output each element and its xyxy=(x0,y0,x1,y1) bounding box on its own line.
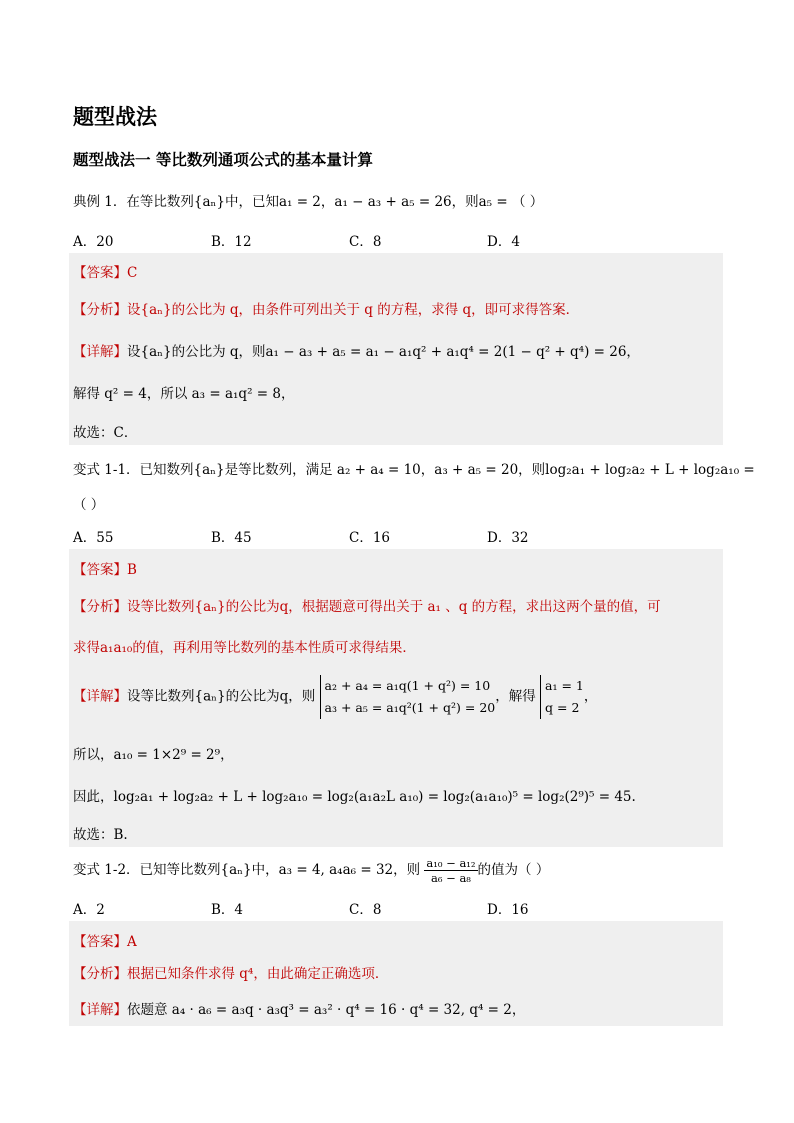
stem-text-post: 的值为（ ） xyxy=(477,862,550,878)
option-c: C．16 xyxy=(349,530,391,546)
option-b: B．45 xyxy=(211,530,252,546)
question-2-stem: 变式 1-1．已知数列{aₙ}是等比数列，满足 a₂ + a₄ = 10，a₃ + a₅ = 20，则log₂a₁ + log₂a₂ + L + log₂a₁₀ = xyxy=(73,462,755,478)
answer-tag: 【答案】 xyxy=(73,934,127,950)
question-3-stem xyxy=(73,856,549,885)
detail-text-mid: ，解得 xyxy=(495,688,536,705)
answer-line xyxy=(73,930,137,950)
option-d: D．16 xyxy=(487,902,529,918)
solution-system xyxy=(540,675,584,719)
detail-text: 设{aₙ}的公比为 q，则a₁ − a₃ + a₅ = a₁ − a₁q² + a₁q⁴ = 2(1 − q² + q⁴) = 26， xyxy=(127,344,640,360)
detail-line-2: 解得 q² = 4，所以 a₃ = a₁q² = 8， xyxy=(73,386,295,402)
fraction-numerator: a₁₀ − a₁₂ xyxy=(426,856,476,870)
answer-value: B xyxy=(127,562,137,578)
answer-tag: 【答案】 xyxy=(73,265,127,281)
option-a: A．55 xyxy=(73,530,114,546)
solution-row: q = 2 xyxy=(545,700,580,715)
analysis-line xyxy=(73,298,579,318)
detail-line-3: 因此，log₂a₁ + log₂a₂ + L + log₂a₁₀ = log₂(a₁a₂L a₁₀) = log₂(a₁a₁₀)⁵ = log₂(2⁹)⁵ = 45. xyxy=(73,789,636,805)
answer-line xyxy=(73,558,137,578)
fraction-denominator: a₆ − a₈ xyxy=(431,871,471,885)
equation-row: a₂ + a₄ = a₁q(1 + q²) = 10 xyxy=(324,678,491,693)
analysis-line xyxy=(73,595,661,615)
option-d: D．4 xyxy=(487,234,520,250)
analysis-text-2: 求得a₁a₁₀的值，再利用等比数列的基本性质可求得结果． xyxy=(73,640,416,656)
conclusion-line: 故选：B. xyxy=(73,827,128,843)
option-b: B．4 xyxy=(211,902,244,918)
page-title: 题型战法 xyxy=(73,105,157,129)
analysis-text: 设等比数列{aₙ}的公比为q，根据题意可得出关于 a₁ 、q 的方程，求出这两个量的值，可 xyxy=(127,599,661,615)
answer-line xyxy=(73,261,137,281)
answer-tag: 【答案】 xyxy=(73,562,127,578)
detail-tag: 【详解】 xyxy=(73,344,127,360)
stem-text: 变式 1-2．已知等比数列{aₙ}中，a₃ = 4, a₄a₆ = 32，则 xyxy=(73,862,421,878)
analysis-tag: 【分析】 xyxy=(73,599,127,615)
equation-row: a₃ + a₅ = a₁q²(1 + q²) = 20 xyxy=(324,700,496,715)
conclusion-line: 故选：C． xyxy=(73,425,138,441)
question-2-stem-paren: （ ） xyxy=(73,497,105,513)
option-a: A．2 xyxy=(73,902,105,918)
analysis-line xyxy=(73,962,388,982)
analysis-tag: 【分析】 xyxy=(73,302,127,318)
option-b: B．12 xyxy=(211,234,252,250)
detail-line-2: 所以，a₁₀ = 1×2⁹ = 2⁹， xyxy=(73,747,234,763)
analysis-text: 根据已知条件求得 q⁴，由此确定正确选项． xyxy=(127,966,389,982)
solution-row: a₁ = 1 xyxy=(545,678,584,693)
section-title: 题型战法一 等比数列通项公式的基本量计算 xyxy=(73,151,373,169)
detail-line xyxy=(73,340,640,360)
analysis-tag: 【分析】 xyxy=(73,966,127,982)
option-d: D．32 xyxy=(487,530,529,546)
detail-line xyxy=(73,675,597,719)
analysis-text: 设{aₙ}的公比为 q，由条件可列出关于 q 的方程，求得 q，即可求得答案． xyxy=(127,302,580,318)
detail-text: 设等比数列{aₙ}的公比为q，则 xyxy=(127,688,316,705)
detail-tag: 【详解】 xyxy=(73,1002,127,1018)
fraction xyxy=(424,856,477,885)
option-a: A．20 xyxy=(73,234,114,250)
detail-line xyxy=(73,998,525,1018)
detail-text-post: ， xyxy=(583,688,598,705)
detail-tag: 【详解】 xyxy=(73,688,127,705)
equation-system xyxy=(320,675,496,719)
detail-text: 依题意 a₄ · a₆ = a₃q · a₃q³ = a₃² · q⁴ = 16 · q⁴ = 32, q⁴ = 2， xyxy=(127,1002,526,1018)
option-c: C．8 xyxy=(349,234,382,250)
answer-value: C xyxy=(127,265,138,281)
answer-value: A xyxy=(127,934,137,950)
option-c: C．8 xyxy=(349,902,382,918)
question-1-stem: 典例 1．在等比数列{aₙ}中，已知a₁ = 2，a₁ − a₃ + a₅ = 26，则a₅ = （ ） xyxy=(73,194,544,210)
